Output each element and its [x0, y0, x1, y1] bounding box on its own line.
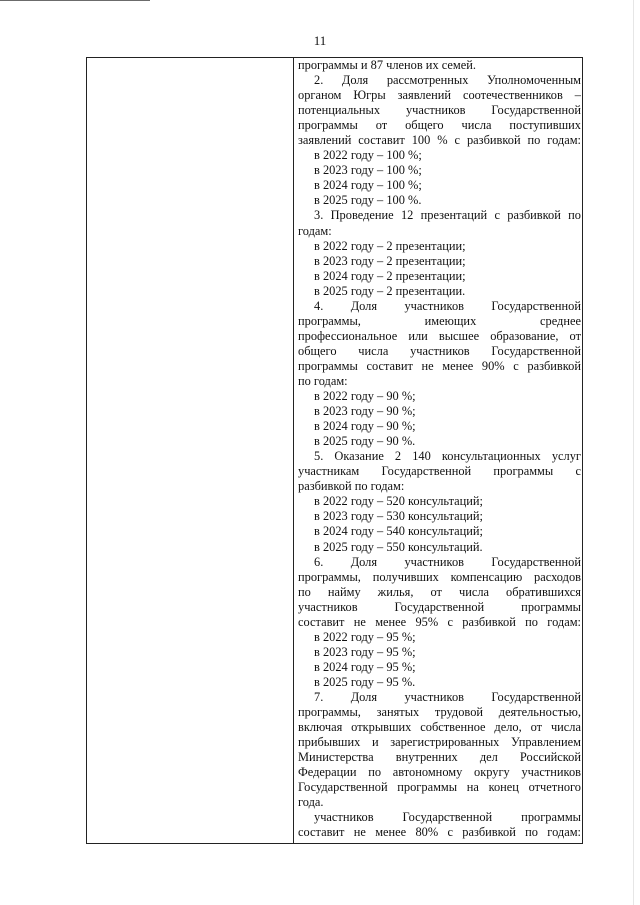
text-line: в 2022 году – 2 презентации; — [314, 238, 466, 253]
scan-right-edge — [633, 0, 634, 905]
text-line: органом Югры заявлений соотечественников – — [298, 88, 581, 103]
text-line: 6. Доля участников Государственной — [314, 554, 581, 569]
text-line: заявлений составит 100 % с разбивкой по годам: — [298, 133, 581, 148]
text-line: в 2025 году – 95 %. — [314, 674, 416, 689]
text-line: в 2023 году – 2 презентации; — [314, 253, 466, 268]
text-line: в 2023 году – 530 консультаций; — [314, 509, 483, 524]
text-line: в 2024 году – 2 презентации; — [314, 268, 466, 283]
table-column-divider — [293, 58, 294, 843]
text-line: в 2025 году – 2 презентации. — [314, 283, 466, 298]
text-line: участников Государственной программы — [314, 810, 581, 825]
page-number: 11 — [313, 33, 327, 48]
text-line: программы составит не менее 90% с разбивкой — [298, 358, 581, 373]
text-line: в 2023 году – 90 %; — [314, 404, 416, 419]
scan-edge-line — [0, 0, 150, 1]
text-line: в 2024 году – 95 %; — [314, 659, 416, 674]
text-line: программы и 87 членов их семей. — [298, 58, 476, 72]
text-line: в 2022 году – 100 %; — [314, 148, 422, 163]
text-line: в 2025 году – 90 %. — [314, 434, 416, 449]
text-line: по найму жилья, от числа обратившихся — [298, 584, 581, 599]
text-line: в 2023 году – 100 %; — [314, 163, 422, 178]
text-line: включая открывших собственное дело, от числа — [298, 720, 581, 735]
text-line: программы, имеющих среднее — [298, 313, 581, 328]
table-right-cell — [298, 58, 581, 840]
text-line: Федерации по автономному округу участников — [298, 765, 581, 780]
text-line: программы, занятых трудовой деятельностью, — [298, 705, 581, 720]
text-line: в 2022 году – 95 %; — [314, 629, 416, 644]
text-line: 3. Проведение 12 презентаций с разбивкой по — [314, 208, 581, 223]
text-line: 4. Доля участников Государственной — [314, 298, 581, 313]
text-line: в 2024 году – 540 консультаций; — [314, 524, 483, 539]
text-line: прибывших и зарегистрированных Управлением — [298, 735, 581, 750]
text-line: в 2024 году – 100 %; — [314, 178, 422, 193]
text-line: в 2023 году – 95 %; — [314, 644, 416, 659]
text-line: в 2024 году – 90 %; — [314, 419, 416, 434]
text-line: в 2022 году – 90 %; — [314, 389, 416, 404]
text-line: участников Государственной программы — [298, 599, 581, 614]
text-line: 7. Доля участников Государственной — [314, 689, 581, 704]
text-line: программы от общего числа поступивших — [298, 118, 581, 133]
text-line: программы, получивших компенсацию расходов — [298, 569, 581, 584]
text-line: разбивкой по годам: — [298, 479, 405, 494]
text-line: профессиональное или высшее образование, от — [298, 328, 581, 343]
text-line: общего числа участников Государственной — [298, 343, 581, 358]
text-line: составит не менее 80% с разбивкой по годам: — [298, 825, 581, 840]
text-line: года. — [298, 795, 324, 810]
text-line: 5. Оказание 2 140 консультационных услуг — [314, 449, 581, 464]
text-line: Министерства внутренних дел Российской — [298, 750, 581, 765]
text-line: участникам Государственной программы с — [298, 464, 581, 479]
text-line: в 2025 году – 100 %. — [314, 193, 422, 208]
text-line: в 2025 году – 550 консультаций. — [314, 539, 483, 554]
text-line: потенциальных участников Государственной — [298, 103, 581, 118]
text-line: по годам: — [298, 373, 348, 388]
document-table — [86, 57, 583, 844]
text-line: годам: — [298, 223, 332, 238]
text-line: Государственной программы на конец отчетного — [298, 780, 581, 795]
text-line: в 2022 году – 520 консультаций; — [314, 494, 483, 509]
text-line: составит не менее 95% с разбивкой по годам: — [298, 614, 581, 629]
text-line: 2. Доля рассмотренных Уполномоченным — [314, 73, 581, 88]
